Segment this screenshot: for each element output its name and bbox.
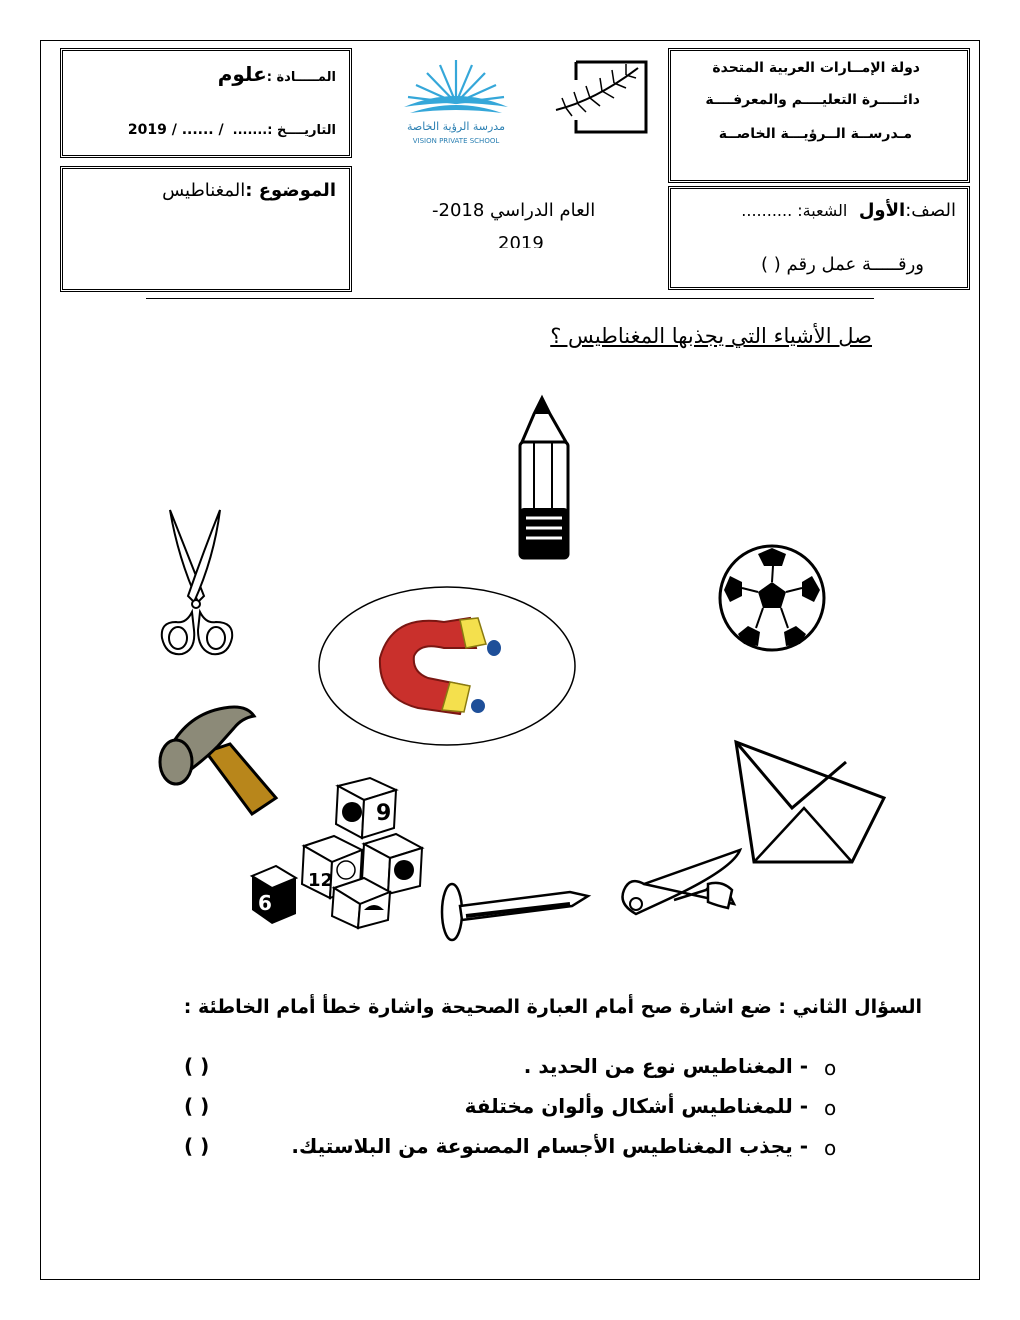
statement-1: - المغناطيس نوع من الحديد . <box>523 1054 808 1078</box>
pencil-image <box>512 396 576 564</box>
topic-value: المغناطيس <box>162 180 246 201</box>
logo-english-text: VISION PRIVATE SCHOOL <box>412 137 500 145</box>
class-value: الأول <box>858 200 906 221</box>
nail-image <box>436 880 590 944</box>
header-separator <box>146 298 874 299</box>
department-name: دائـــــرة التعليــــم والمعرفــــة <box>705 92 920 108</box>
topic-label: الموضوع : <box>245 180 336 201</box>
bullet-1: o <box>824 1056 837 1080</box>
class-label: الصف: <box>905 200 956 221</box>
academic-year: العام الدراسي 2018- <box>432 200 596 221</box>
date-line <box>128 122 336 138</box>
block-number-6: 6 <box>258 891 272 915</box>
toy-blocks-image <box>246 774 426 930</box>
block-number-9: 9 <box>376 801 392 826</box>
school-name: مـدرســة الــرؤيـــة الخاصــة <box>718 126 912 142</box>
horseshoe-magnet-image <box>372 608 512 720</box>
question2-title: السؤال الثاني : ضع اشارة صح أمام العبارة الصحيحة واشارة خطأ أمام الخاطئة : <box>183 996 922 1018</box>
answer-blank-3[interactable]: ( ) <box>184 1134 210 1158</box>
bullet-3: o <box>824 1136 837 1160</box>
statement-3: - يجذب المغناطيس الأجسام المصنوعة من البلاستيك. <box>291 1134 808 1158</box>
question1-title: صل الأشياء التي يجذبها المغناطيس ؟ <box>550 324 872 348</box>
logo-arabic-text: مدرسة الرؤية الخاصة <box>407 120 505 133</box>
safety-pin-image <box>614 844 744 926</box>
academic-year-2: 2019 <box>498 234 544 248</box>
answer-blank-1[interactable]: ( ) <box>184 1054 210 1078</box>
date-label: التاريــــخ :....... <box>232 123 336 138</box>
section-label: الشعبة: .......... <box>741 201 848 220</box>
soccer-ball-image <box>716 542 828 654</box>
date-value: / ...... / 2019 <box>127 122 224 138</box>
school-logo <box>390 55 530 150</box>
subject-line <box>218 62 336 86</box>
envelope-image <box>732 738 888 866</box>
statement-2: - للمغناطيس أشكال وألوان مختلفة <box>464 1094 808 1118</box>
worksheet-number: ورقـــــة عمل رقم ( ) <box>761 254 924 275</box>
plant-logo <box>556 60 651 135</box>
block-number-12: 12 <box>308 870 334 891</box>
country-name: دولة الإمــارات العربية المتحدة <box>712 60 920 76</box>
answer-blank-2[interactable]: ( ) <box>184 1094 210 1118</box>
bullet-2: o <box>824 1096 837 1120</box>
subject-value: علوم <box>217 62 267 86</box>
class-line <box>741 200 956 221</box>
topic-line <box>162 180 336 201</box>
subject-label: المـــــادة : <box>266 70 336 85</box>
scissors-image <box>156 504 242 664</box>
